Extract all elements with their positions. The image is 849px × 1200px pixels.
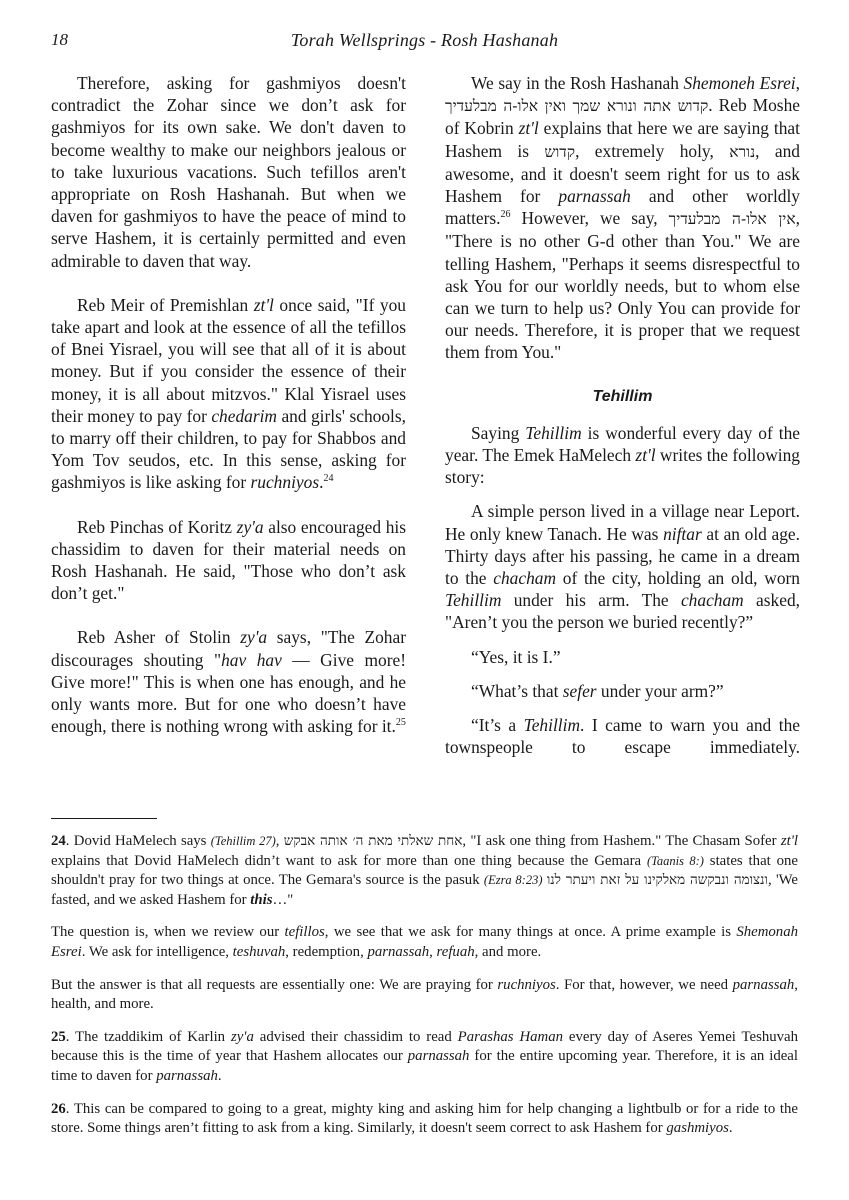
page-header (51, 30, 798, 60)
footnote-24: 24. Dovid HaMelech says (Tehillim 27), אחת שאלתי מאת ה׳ אותה אבקש, "I ask one thing from Hashem." The Chasam Sofer zt'l explains that Dovid HaMelech didn’t want to ask for more than one thing because the Gemara (Taanis 8:) states that one shouldn't pray for two things at once. The Gemara's source is the pasuk (Ezra 8:23) ונצומה ונבקשה מאלקינו על זאת ויעתר לנו, 'We fasted, and we asked Hashem for this…" (51, 833, 799, 908)
footnote-24-question: The question is, when we review our tefillos, we see that we ask for many things at once. A prime example is Shemonah Esrei. We ask for intelligence, teshuvah, redemption, parnassah, refuah, and more. (51, 924, 798, 960)
hebrew-word: נורא (729, 142, 756, 161)
paragraph-reb-asher: Reb Asher of Stolin zy'a says, "The Zohar discourages shouting "hav hav — Give more! Give more!" This is when one has enough, and he only wants more. But for one who doesn’t have enough, there is nothing wrong with asking for it.$^{25}$ (51, 627, 406, 737)
hebrew-word: קדוש (544, 142, 576, 161)
footnote-ref-24[interactable]: 24 (323, 473, 334, 485)
footnote-24-answer: But the answer is that all requests are essentially one: We are praying for ruchniyos. For that, however, we need parnassah, health, and more. (51, 976, 798, 1013)
paragraph-dialogue-warning: “It’s a Tehillim. I came to warn you and the townspeople to escape immediately. (445, 715, 800, 758)
paragraph-gashmiyos: Therefore, asking for gashmiyos doesn't contradict the Zohar since we don’t ask for gashmiyos for its own sake. We don't daven to become wealthy to make our neighbors jealous or to take luxurious vacations. Such tefillos aren't appropriate on Rosh Hashanah. But when we daven for gashmiyos to have the peace of mind to serve Hashem, it is certainly permitted and even admirable to daven that way. (51, 73, 406, 271)
footnote-divider (51, 818, 157, 819)
paragraph-dialogue-yes: “Yes, it is I.” (471, 646, 561, 667)
paragraph-reb-meir: Reb Meir of Premishlan zt'l once said, "If you take apart and look at the essence of all the tefillos of Bnei Yisrael, you will see that all of it is about money. But if you consider the essence of their money, it is all about mitzvos." Klal Yisrael uses their money to pay for chedarim and girls' schools, to marry off their children, to pay for Shabbos and Yom Tov seudos, etc. In this sense, asking for gashmiyos is like asking for ruchniyos.$^{24}$ (51, 294, 406, 493)
paragraph-kadosh: We say in the Rosh Hashanah Shemoneh Esrei, קדוש אתה ונורא שמך ואין אלו-ה מבלעדיך. Reb Moshe of Kobrin zt'l explains that here we are saying that Hashem is קדוש, extremely holy, נורא, and awesome, and it doesn't seem right for us to ask Hashem for parnassah and other worldly matters.$^{26}$ However, we say, אין אלו-ה מבלעדיך, "There is no other G-d other than You." We are telling Hashem, "Perhaps it seems disrespectful to ask You for our worldly needs, but to whom else can we turn to help us? Only You can provide for our needs. Therefore, it is proper that we request them from You." (445, 73, 800, 363)
paragraph-saying-tehillim: Saying Tehillim is wonderful every day of the year. The Emek HaMelech zt'l writes the following story: (445, 422, 800, 488)
footnote-ref-25[interactable]: 25 (395, 717, 406, 729)
paragraph-reb-pinchas: Reb Pinchas of Koritz zy'a also encouraged his chassidim to daven for their material needs on Rosh Hashanah. He said, "Those who don’t ask don’t get." (51, 516, 407, 604)
running-title: Torah Wellsprings - Rosh Hashanah (290, 30, 559, 50)
paragraph-dialogue-sefer: “What’s that sefer under your arm?” (471, 680, 724, 701)
footnote-ref-26[interactable]: 26 (500, 209, 511, 221)
right-column (445, 72, 800, 758)
left-column (51, 72, 406, 737)
hebrew-quote: אין אלו-ה מבלעדיך (668, 210, 796, 229)
page-number: 18 (51, 30, 68, 49)
hebrew-quote: קדוש אתה ונורא שמך ואין אלו-ה מבלעדיך (445, 97, 709, 116)
footnote-25: 25. The tzaddikim of Karlin zy'a advised their chassidim to read Parashas Haman every day of Aseres Yemei Teshuvah because this is the time of year that Hashem allocates our parnassah for the entire upcoming year. Therefore, it is an ideal time to daven for parnassah. (51, 1028, 798, 1084)
section-heading-tehillim: Tehillim (592, 387, 653, 405)
paragraph-story: A simple person lived in a village near Leport. He only knew Tanach. He was niftar at an old age. Thirty days after his passing, he came in a dream to the chacham of the city, holding an old, worn Tehillim under his arm. The chacham asked, "Aren’t you the person we buried recently?” (445, 501, 801, 633)
footnotes (51, 832, 798, 1152)
footnote-26: 26. This can be compared to going to a great, mighty king and asking him for help changing a lightbulb or for a ride to the store. Some things aren’t fitting to ask from a king. Similarly, it doesn't seem correct to ask Hashem for gashmiyos. (51, 1100, 798, 1137)
